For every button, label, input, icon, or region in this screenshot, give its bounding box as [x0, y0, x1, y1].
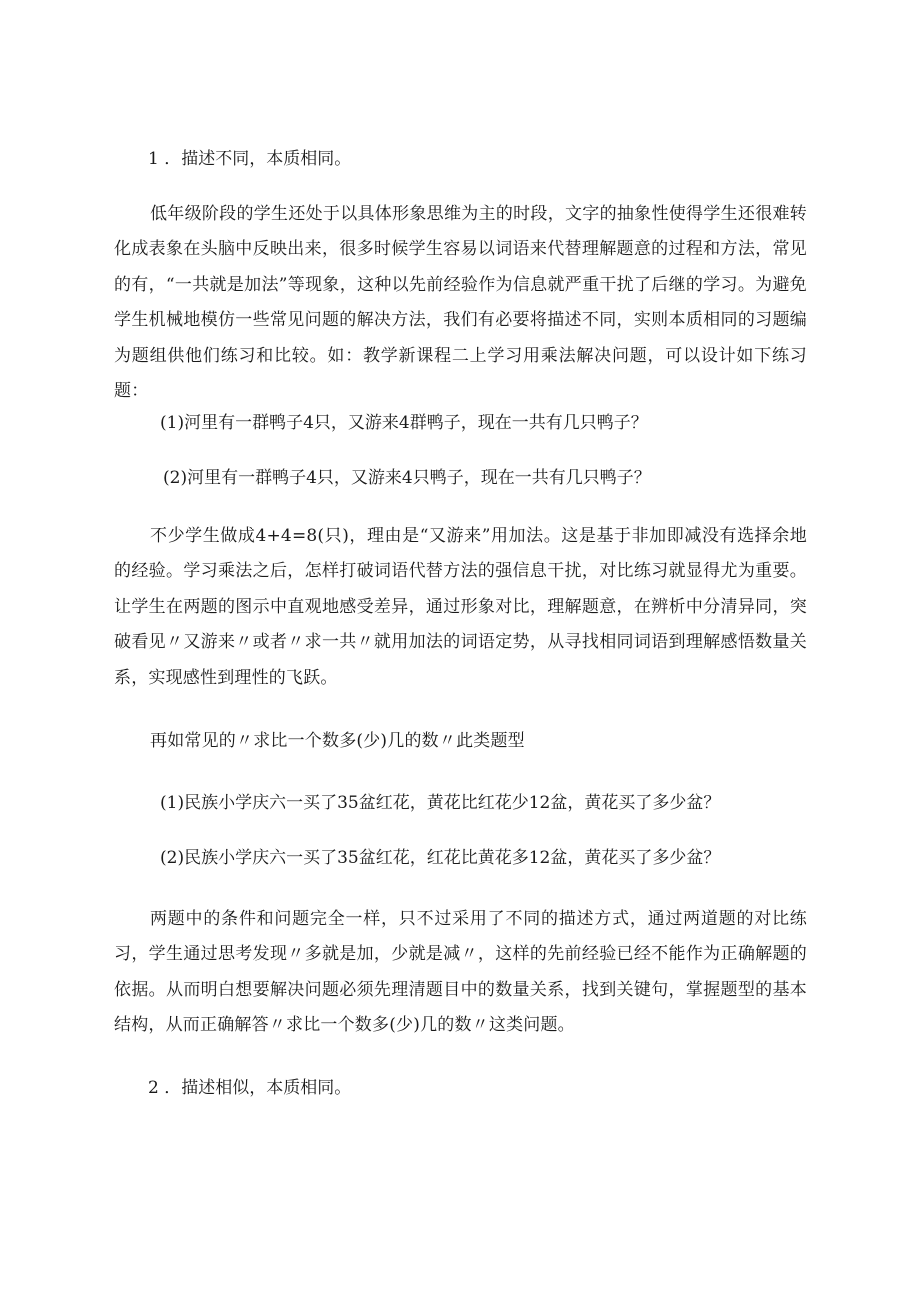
- section-heading-2: 2 ．描述相似，本质相同。: [148, 1078, 352, 1098]
- section-heading-1: 1 ．描述不同，本质相同。: [148, 149, 352, 169]
- exercise-flower-2: (2)民族小学庆六一买了35盆红花，红花比黄花多12盆，黄花买了多少盆？: [160, 848, 721, 868]
- exercise-duck-2: (2)河里有一群鸭子4只，又游来4只鸭子，现在一共有几只鸭子？: [163, 468, 651, 488]
- paragraph-question-type: 再如常见的〃求比一个数多(少)几的数〃此类题型: [150, 731, 525, 751]
- paragraph-intro: 低年级阶段的学生还处于以具体形象思维为主的时段，文字的抽象性使得学生还很难转化成表象在头脑中反映出来，很多时候学生容易以词语来代替理解题意的过程和方法，常见的有，“一共就是加法”等现象，这种以先前经验作为信息就严重干扰了后继的学习。为避免学生机械地模仿一些常见问题的解决方法，我们有必要将描述不同，实则本质相同的习题编为题组供他们练习和比较。如：教学新课程二上学习用乘法解决问题，可以设计如下练习题：: [114, 204, 807, 402]
- paragraph-analysis: 不少学生做成4+4=8(只)，理由是“又游来”用加法。这是基于非加即减没有选择余地的经验。学习乘法之后，怎样打破词语代替方法的强信息干扰，对比练习就显得尤为重要。让学生在两题的图示中直观地感受差异，通过形象对比，理解题意，在辨析中分清异同，突破看见〃又游来〃或者〃求一共〃就用加法的词语定势，从寻找相同词语到理解感悟数量关系，实现感性到理性的飞跃。: [114, 526, 807, 688]
- exercise-flower-1: (1)民族小学庆六一买了35盆红花，黄花比红花少12盆，黄花买了多少盆？: [160, 793, 721, 813]
- exercise-duck-1: (1)河里有一群鸭子4只，又游来4群鸭子，现在一共有几只鸭子？: [160, 413, 648, 433]
- paragraph-conclusion: 两题中的条件和问题完全一样，只不过采用了不同的描述方式，通过两道题的对比练习，学生通过思考发现〃多就是加，少就是减〃，这样的先前经验已经不能作为正确解题的依据。从而明白想要解决问题必须先理清题目中的数量关系，找到关键句，掌握题型的基本结构，从而正确解答〃求比一个数多(少)几的数〃这类问题。: [114, 909, 807, 1036]
